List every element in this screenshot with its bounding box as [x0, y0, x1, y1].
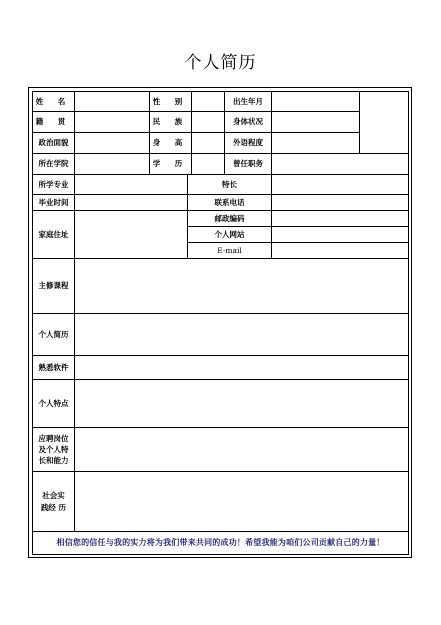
label-job-target: 应聘岗位及个人特长和能力 — [32, 427, 75, 472]
field-phone[interactable] — [271, 194, 409, 211]
field-email[interactable] — [271, 242, 409, 259]
label-height: 身 高 — [149, 132, 192, 154]
label-foreign-language: 外语程度 — [224, 132, 272, 154]
label-school: 所在学院 — [32, 153, 75, 175]
field-graduation[interactable] — [74, 194, 188, 211]
label-ethnicity: 民 族 — [149, 111, 192, 133]
field-job-target[interactable] — [74, 427, 409, 472]
field-native[interactable] — [74, 111, 150, 133]
label-website: 个人网站 — [187, 226, 272, 243]
field-social-practice[interactable] — [74, 471, 409, 532]
label-specialty: 特长 — [187, 174, 272, 195]
label-postcode: 邮政编码 — [187, 210, 272, 227]
field-name[interactable] — [74, 91, 150, 112]
page-title: 个人简历 — [184, 53, 257, 73]
field-foreign-language[interactable] — [271, 132, 360, 154]
field-postcode[interactable] — [271, 210, 409, 227]
field-address[interactable] — [74, 210, 188, 259]
label-position: 曾任职务 — [224, 153, 272, 175]
label-resume: 个人简历 — [32, 313, 75, 356]
resume-form — [28, 87, 412, 558]
field-ethnicity[interactable] — [191, 111, 225, 133]
label-graduation: 毕业时间 — [32, 194, 75, 211]
label-major: 所学专业 — [32, 174, 75, 195]
field-software[interactable] — [74, 355, 409, 380]
field-birth[interactable] — [271, 91, 360, 112]
field-position[interactable] — [271, 153, 409, 175]
field-gender[interactable] — [191, 91, 225, 112]
footer-slogan: 相信您的信任与我的实力将为我们带来共同的成功！希望我能为咱们公司贡献自己的力量！ — [32, 531, 409, 555]
field-school[interactable] — [74, 153, 150, 175]
label-name: 姓 名 — [32, 91, 75, 112]
field-traits[interactable] — [74, 379, 409, 428]
label-social-practice: 社会实践经 历 — [32, 471, 75, 532]
photo-box[interactable] — [359, 91, 409, 154]
field-website[interactable] — [271, 226, 409, 243]
label-email: E-mail — [187, 242, 272, 259]
label-birth: 出生年月 — [224, 91, 272, 112]
field-major[interactable] — [74, 174, 188, 195]
label-health: 身体状况 — [224, 111, 272, 133]
label-education: 学 历 — [149, 153, 192, 175]
label-address: 家庭住址 — [32, 210, 75, 259]
field-education[interactable] — [191, 153, 225, 175]
label-politics: 政治面貌 — [32, 132, 75, 154]
label-traits: 个人特点 — [32, 379, 75, 428]
label-native: 籍 贯 — [32, 111, 75, 133]
field-resume[interactable] — [74, 313, 409, 356]
field-health[interactable] — [271, 111, 360, 133]
field-specialty[interactable] — [271, 174, 409, 195]
label-phone: 联系电话 — [187, 194, 272, 211]
label-gender: 性 别 — [149, 91, 192, 112]
label-software: 熟悉软件 — [32, 355, 75, 380]
label-courses: 主修课程 — [32, 258, 75, 314]
field-courses[interactable] — [74, 258, 409, 314]
field-height[interactable] — [191, 132, 225, 154]
field-politics[interactable] — [74, 132, 150, 154]
